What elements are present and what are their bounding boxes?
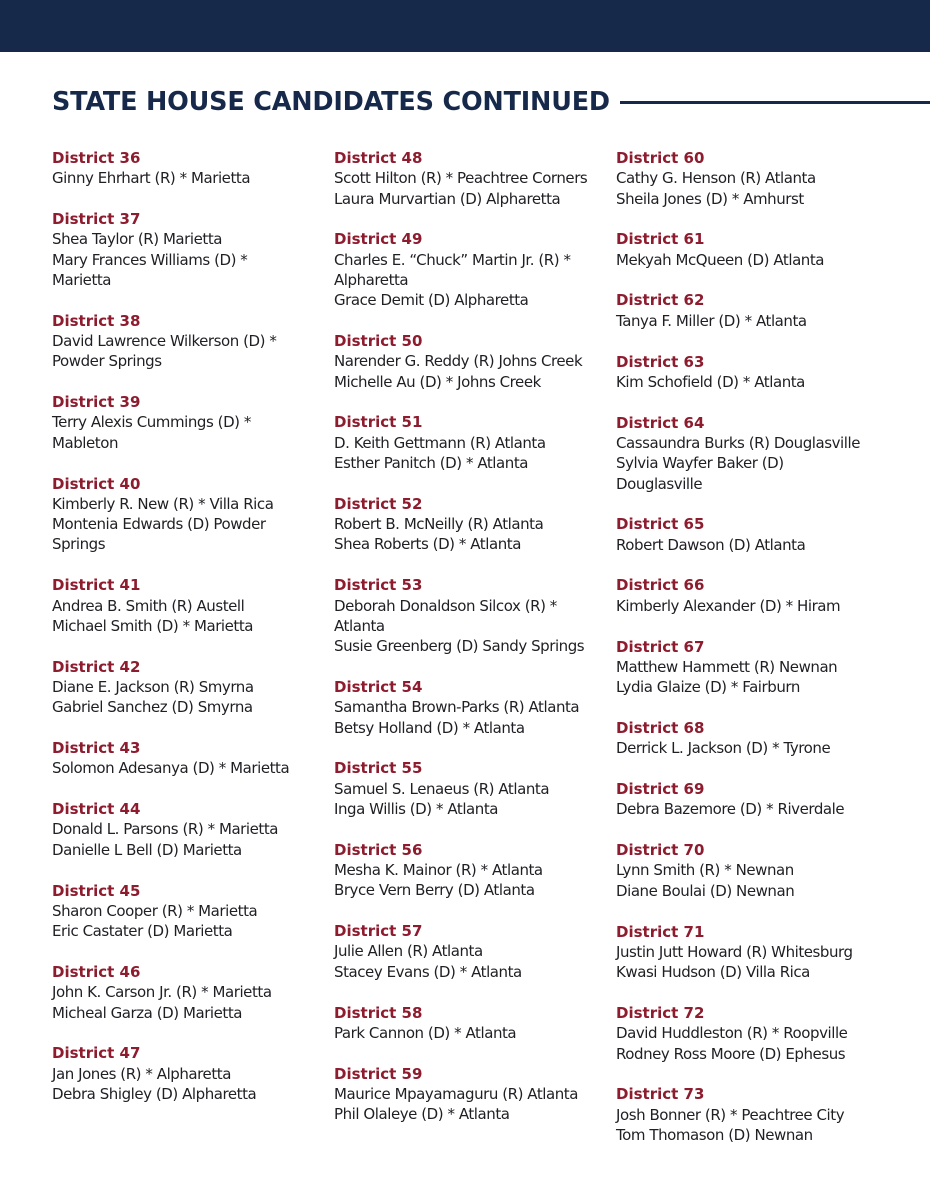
- district-block: [334, 494, 612, 555]
- candidate-line: Justin Jutt Howard (R) Whitesburg: [616, 942, 853, 961]
- district-block: [52, 657, 327, 718]
- candidate-line: Michelle Au (D) * Johns Creek: [334, 372, 541, 391]
- candidate-line: Shea Taylor (R) Marietta: [52, 230, 222, 249]
- candidate-line: Mekyah McQueen (D) Atlanta: [616, 250, 825, 269]
- candidate-line: John K. Carson Jr. (R) * Marietta: [52, 983, 272, 1002]
- district-title: District 56: [334, 840, 423, 859]
- district-block: [52, 881, 327, 942]
- candidate-line: Narender G. Reddy (R) Johns Creek: [334, 352, 583, 371]
- candidate-line: Esther Panitch (D) * Atlanta: [334, 454, 528, 473]
- district-title: District 72: [616, 1003, 705, 1022]
- district-block: [616, 840, 906, 901]
- candidate-line: Kwasi Hudson (D) Villa Rica: [616, 963, 810, 982]
- candidate-line: Josh Bonner (R) * Peachtree City: [616, 1105, 845, 1124]
- district-title: District 46: [52, 962, 141, 981]
- district-block: [616, 779, 906, 820]
- candidate-line: Debra Shigley (D) Alpharetta: [52, 1084, 257, 1103]
- district-block: [616, 637, 906, 698]
- candidate-line: Marietta: [52, 270, 112, 289]
- district-title: District 52: [334, 494, 423, 513]
- candidate-line: Julie Allen (R) Atlanta: [334, 942, 483, 961]
- candidate-line: Cathy G. Henson (R) Atlanta: [616, 169, 816, 188]
- district-title: District 64: [616, 413, 705, 432]
- district-block: [52, 1043, 327, 1104]
- candidate-line: Ginny Ehrhart (R) * Marietta: [52, 169, 251, 188]
- candidate-line: Sharon Cooper (R) * Marietta: [52, 901, 258, 920]
- candidate-line: Diane E. Jackson (R) Smyrna: [52, 677, 254, 696]
- district-title: District 62: [616, 291, 705, 310]
- candidate-line: D. Keith Gettmann (R) Atlanta: [334, 433, 546, 452]
- district-title: District 73: [616, 1085, 705, 1104]
- district-block: [334, 331, 612, 392]
- candidate-line: Rodney Ross Moore (D) Ephesus: [616, 1044, 846, 1063]
- candidate-line: Diane Boulai (D) Newnan: [616, 881, 795, 900]
- district-title: District 41: [52, 576, 141, 595]
- district-block: [52, 311, 327, 372]
- candidate-line: Mary Frances Williams (D) *: [52, 250, 248, 269]
- district-block: [616, 148, 906, 209]
- district-title: District 43: [52, 739, 141, 758]
- district-title: District 48: [334, 149, 423, 167]
- column-1: [52, 148, 327, 1125]
- candidate-line: Danielle L Bell (D) Marietta: [52, 840, 242, 859]
- candidate-line: Debra Bazemore (D) * Riverdale: [616, 800, 845, 819]
- district-title: District 39: [52, 393, 141, 412]
- district-block: [52, 148, 327, 189]
- district-block: [52, 962, 327, 1023]
- candidate-line: Solomon Adesanya (D) * Marietta: [52, 759, 290, 778]
- candidate-line: Alpharetta: [334, 270, 409, 289]
- district-title: District 71: [616, 922, 705, 941]
- district-block: [334, 921, 612, 982]
- district-title: District 69: [616, 780, 705, 799]
- district-block: [616, 922, 906, 983]
- candidate-line: Deborah Donaldson Silcox (R) *: [334, 596, 557, 615]
- district-title: District 40: [52, 474, 141, 493]
- district-title: District 59: [334, 1064, 423, 1083]
- district-block: [616, 413, 906, 494]
- district-title: District 49: [334, 230, 423, 249]
- candidate-line: Sylvia Wayfer Baker (D): [616, 454, 784, 473]
- district-block: [52, 474, 327, 555]
- candidate-line: Atlanta: [334, 616, 385, 635]
- candidate-line: Inga Willis (D) * Atlanta: [334, 799, 499, 818]
- district-block: [52, 209, 327, 290]
- heading-rule: [620, 101, 930, 104]
- candidate-line: Phil Olaleye (D) * Atlanta: [334, 1105, 510, 1124]
- district-block: [334, 758, 612, 819]
- district-title: District 58: [334, 1003, 423, 1022]
- district-block: [616, 290, 906, 331]
- candidate-line: Shea Roberts (D) * Atlanta: [334, 535, 521, 554]
- district-title: District 55: [334, 759, 423, 778]
- district-block: [616, 575, 906, 616]
- candidate-line: Robert Dawson (D) Atlanta: [616, 535, 806, 554]
- candidate-line: Springs: [52, 535, 106, 554]
- candidate-line: Betsy Holland (D) * Atlanta: [334, 718, 525, 737]
- district-title: District 67: [616, 637, 705, 656]
- candidate-line: Tanya F. Miller (D) * Atlanta: [616, 311, 807, 330]
- district-block: [616, 514, 906, 555]
- district-title: District 47: [52, 1044, 141, 1063]
- candidate-line: Donald L. Parsons (R) * Marietta: [52, 820, 279, 839]
- district-block: [334, 840, 612, 901]
- candidate-line: Lynn Smith (R) * Newnan: [616, 861, 794, 880]
- candidate-line: Gabriel Sanchez (D) Smyrna: [52, 698, 253, 717]
- candidate-line: Lydia Glaize (D) * Fairburn: [616, 678, 800, 697]
- candidate-line: Samuel S. Lenaeus (R) Atlanta: [334, 779, 550, 798]
- candidate-line: Mesha K. Mainor (R) * Atlanta: [334, 861, 543, 880]
- district-title: District 51: [334, 413, 423, 432]
- candidate-line: Montenia Edwards (D) Powder: [52, 515, 266, 534]
- candidate-line: Maurice Mpayamaguru (R) Atlanta: [334, 1084, 578, 1103]
- candidate-line: Powder Springs: [52, 352, 162, 371]
- candidate-line: Terry Alexis Cummings (D) *: [52, 413, 251, 432]
- candidate-line: Derrick L. Jackson (D) * Tyrone: [616, 739, 831, 758]
- district-title: District 60: [616, 149, 705, 167]
- candidate-line: Kimberly R. New (R) * Villa Rica: [52, 494, 274, 513]
- candidate-line: Eric Castater (D) Marietta: [52, 922, 233, 941]
- candidate-line: Jan Jones (R) * Alpharetta: [52, 1064, 231, 1083]
- top-banner: [0, 0, 930, 52]
- candidate-line: Mableton: [52, 433, 119, 452]
- candidate-line: Sheila Jones (D) * Amhurst: [616, 189, 804, 208]
- candidate-line: Samantha Brown-Parks (R) Atlanta: [334, 698, 580, 717]
- candidate-line: Cassaundra Burks (R) Douglasville: [616, 433, 860, 452]
- candidate-line: Susie Greenberg (D) Sandy Springs: [334, 637, 585, 656]
- district-title: District 66: [616, 576, 705, 595]
- candidate-line: Michael Smith (D) * Marietta: [52, 616, 254, 635]
- candidate-line: Micheal Garza (D) Marietta: [52, 1003, 243, 1022]
- candidate-line: Kimberly Alexander (D) * Hiram: [616, 596, 841, 615]
- district-title: District 65: [616, 515, 705, 534]
- district-title: District 70: [616, 841, 705, 860]
- district-block: [616, 229, 906, 270]
- candidate-line: Matthew Hammett (R) Newnan: [616, 657, 838, 676]
- district-block: [616, 718, 906, 759]
- district-block: [334, 677, 612, 738]
- candidate-line: Tom Thomason (D) Newnan: [616, 1125, 813, 1144]
- district-title: District 44: [52, 800, 141, 819]
- district-block: [334, 148, 612, 209]
- district-block: [616, 1003, 906, 1064]
- district-block: [334, 1064, 612, 1125]
- heading-row: [52, 84, 930, 120]
- candidate-line: Scott Hilton (R) * Peachtree Corners: [334, 169, 588, 188]
- district-title: District 37: [52, 210, 141, 229]
- candidate-line: Charles E. “Chuck” Martin Jr. (R) *: [334, 250, 571, 269]
- page-title: STATE HOUSE CANDIDATES CONTINUED: [52, 87, 610, 117]
- district-block: [52, 392, 327, 453]
- candidate-line: Douglasville: [616, 474, 703, 493]
- candidate-line: Park Cannon (D) * Atlanta: [334, 1023, 517, 1042]
- district-title: District 61: [616, 230, 705, 249]
- district-title: District 36: [52, 149, 141, 167]
- candidate-line: Bryce Vern Berry (D) Atlanta: [334, 881, 535, 900]
- district-title: District 53: [334, 576, 423, 595]
- candidate-line: Kim Schofield (D) * Atlanta: [616, 372, 805, 391]
- district-block: [334, 412, 612, 473]
- candidate-line: Stacey Evans (D) * Atlanta: [334, 962, 522, 981]
- column-3: [616, 148, 906, 1166]
- column-2: [334, 148, 612, 1145]
- district-block: [616, 1084, 906, 1145]
- district-title: District 54: [334, 677, 423, 696]
- candidate-line: David Lawrence Wilkerson (D) *: [52, 332, 277, 351]
- district-title: District 68: [616, 718, 705, 737]
- candidate-line: Laura Murvartian (D) Alpharetta: [334, 189, 561, 208]
- district-block: [334, 1003, 612, 1044]
- district-title: District 63: [616, 352, 705, 371]
- district-block: [52, 799, 327, 860]
- candidate-line: Andrea B. Smith (R) Austell: [52, 596, 245, 615]
- district-title: District 50: [334, 332, 423, 351]
- district-block: [334, 229, 612, 310]
- candidate-line: David Huddleston (R) * Roopville: [616, 1024, 848, 1043]
- district-block: [52, 575, 327, 636]
- district-title: District 45: [52, 881, 141, 900]
- candidate-line: Grace Demit (D) Alpharetta: [334, 291, 529, 310]
- district-block: [334, 575, 612, 656]
- district-title: District 42: [52, 657, 141, 676]
- district-title: District 57: [334, 922, 423, 941]
- district-block: [616, 352, 906, 393]
- district-block: [52, 738, 327, 779]
- candidate-line: Robert B. McNeilly (R) Atlanta: [334, 515, 544, 534]
- district-title: District 38: [52, 311, 141, 330]
